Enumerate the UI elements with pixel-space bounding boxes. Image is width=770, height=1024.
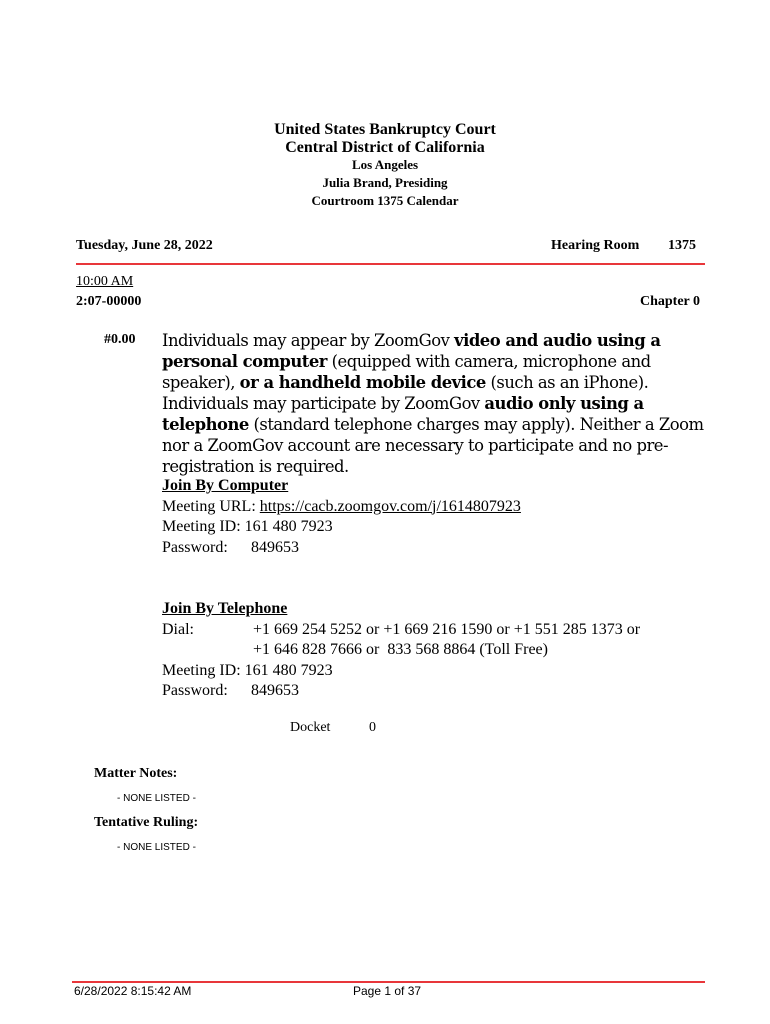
join-telephone-heading: Join By Telephone	[162, 600, 288, 617]
header-divider	[76, 263, 705, 265]
dial-numbers-line2: +1 646 828 7666 or 833 568 8864 (Toll Free)	[253, 641, 548, 658]
appearance-instructions	[162, 330, 707, 477]
chapter-label: Chapter 0	[639, 294, 700, 309]
case-number: 2:07-00000	[76, 294, 142, 309]
item-number: #0.00	[104, 332, 136, 347]
instruction-text: Individuals may appear by ZoomGov	[162, 331, 455, 350]
page-number: Page 1 of 37	[353, 984, 422, 998]
footer-timestamp: 6/28/2022 8:15:42 AM	[74, 984, 192, 998]
meeting-url-link[interactable]: https://cacb.zoomgov.com/j/1614807923	[259, 497, 521, 515]
meeting-id-row	[162, 517, 521, 538]
city-name: Los Angeles	[351, 157, 419, 172]
hearing-room-number: 1375	[668, 238, 696, 253]
presiding-judge: Julia Brand, Presiding	[322, 175, 448, 190]
password-row	[162, 538, 521, 559]
calendar-title: Courtroom 1375 Calendar	[311, 193, 459, 208]
docket-number: 0	[369, 720, 376, 735]
docket-label: Docket	[290, 720, 331, 735]
meeting-id-label: Meeting ID:	[162, 661, 245, 679]
instruction-text: (equipped with camera, microphone and speaker),	[162, 352, 651, 392]
tentative-ruling-value: - NONE LISTED -	[117, 842, 196, 853]
meeting-id-row	[162, 661, 640, 682]
join-by-computer-section	[162, 476, 521, 558]
password-label: Password:	[162, 682, 228, 699]
instruction-text: (standard telephone charges may apply). Neither a Zoom nor a ZoomGov account are necessary to participate and no pre-registration is required.	[162, 415, 704, 476]
court-name: United States Bankruptcy Court	[274, 121, 496, 138]
password-row	[162, 681, 640, 702]
hearing-time: 10:00 AM	[76, 274, 134, 289]
instruction-text: (such as an iPhone). Individuals may participate by ZoomGov	[162, 373, 649, 413]
password-value: 849653	[251, 682, 299, 699]
dial-label: Dial:	[162, 620, 194, 638]
meeting-url-row	[162, 497, 521, 518]
dial-row-continued	[162, 640, 640, 661]
matter-notes-label: Matter Notes:	[94, 766, 178, 781]
join-computer-heading: Join By Computer	[162, 477, 289, 494]
instruction-emphasis: or a handheld mobile device	[239, 373, 486, 392]
instruction-emphasis: video and audio using a personal computer	[162, 331, 661, 371]
dial-numbers-line1: +1 669 254 5252 or +1 669 216 1590 or +1 551 285 1373 or	[253, 620, 641, 638]
session-date: Tuesday, June 28, 2022	[76, 238, 213, 253]
meeting-id-value: 161 480 7923	[244, 518, 333, 535]
meeting-id-value: 161 480 7923	[244, 661, 333, 679]
matter-notes-value: - NONE LISTED -	[117, 793, 196, 804]
footer-divider	[72, 981, 705, 983]
meeting-id-label: Meeting ID:	[162, 518, 245, 535]
dial-row	[162, 620, 640, 641]
password-label: Password:	[162, 538, 228, 556]
district-name: Central District of California	[285, 139, 485, 156]
join-by-telephone-section	[162, 599, 640, 702]
password-value: 849653	[251, 538, 299, 556]
instruction-emphasis: audio only using a telephone	[162, 394, 644, 434]
meeting-url-label: Meeting URL:	[162, 497, 260, 515]
hearing-room-label: Hearing Room	[551, 238, 640, 253]
tentative-ruling-label: Tentative Ruling:	[94, 815, 199, 830]
